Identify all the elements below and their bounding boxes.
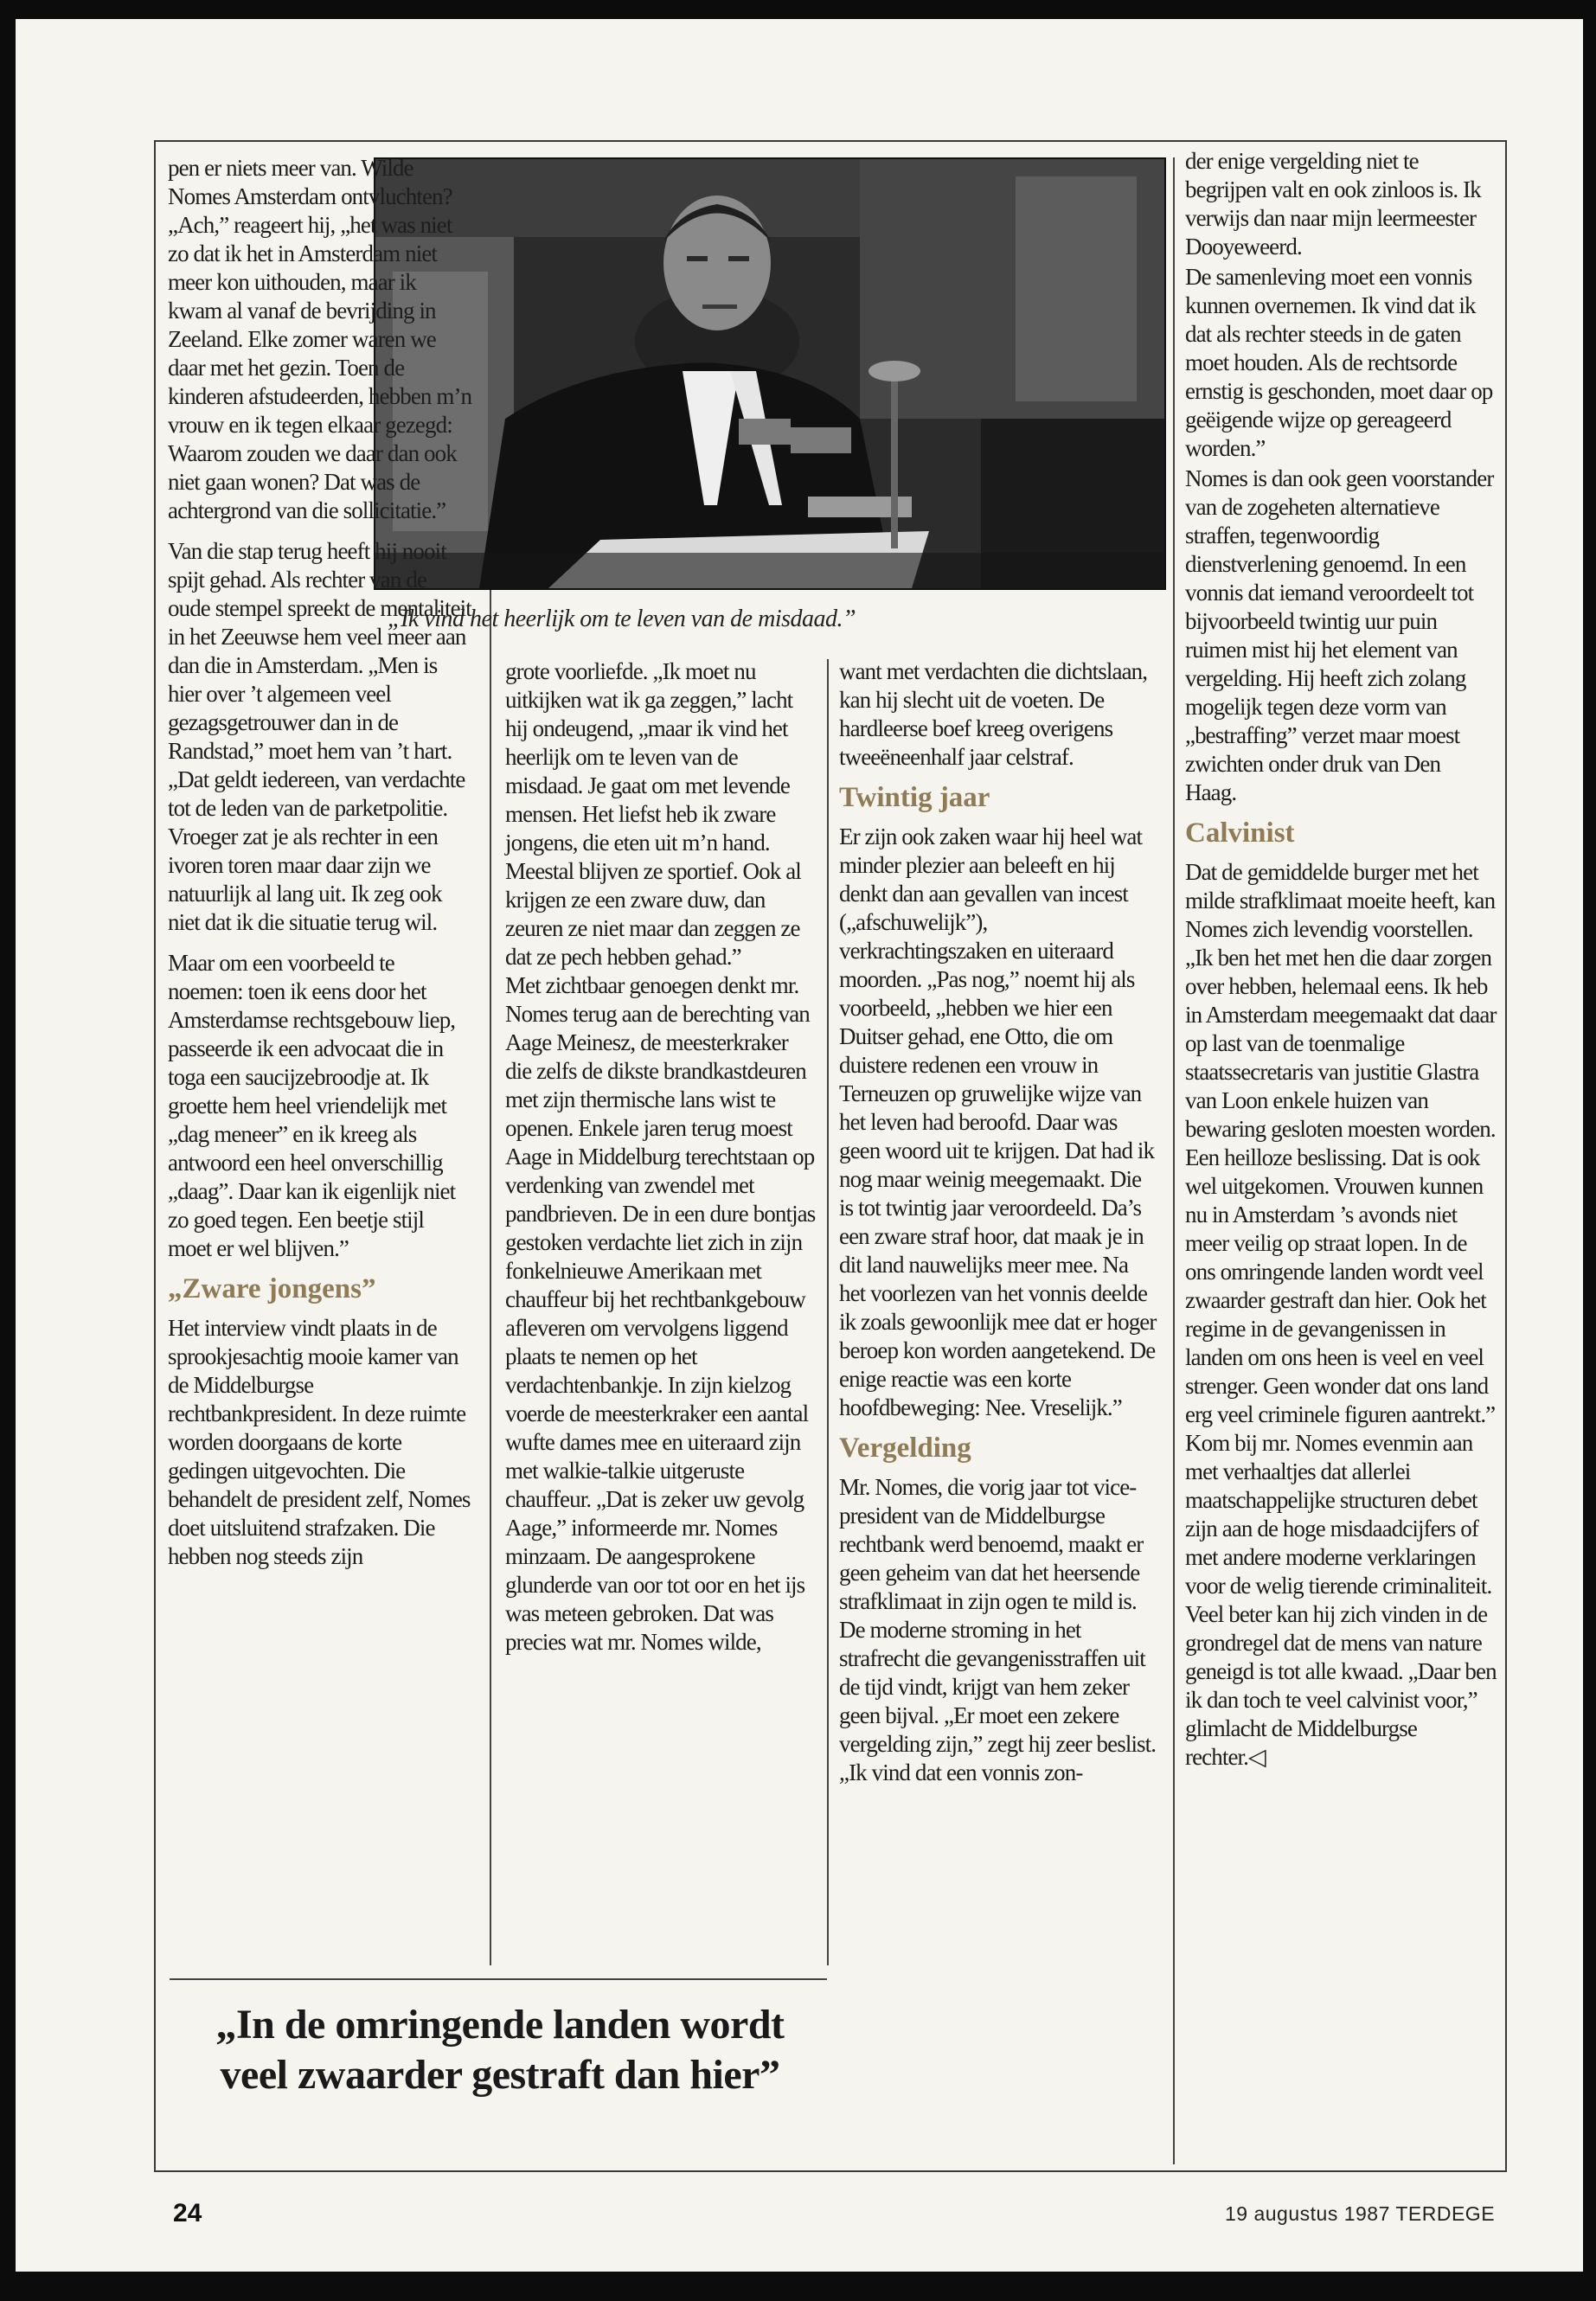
paragraph: Met zichtbaar genoegen denkt mr. Nomes terug aan de berechting van Aage Meinesz, de meesterkraker die zelfs de dikste brandkastdeuren met zijn thermische lans wist te openen. Enkele jaren terug moest Aage in Middelburg terechtstaan op verdenking van zwendel met pandbrieven. De in een dure bontjas gestoken verdachte liet zich in zijn fonkelnieuwe Amerikaan met chauffeur bij het rechtbankgebouw afleveren om vervolgens liggend plaats te nemen op het verdachtenbankje. In zijn kielzog voerde de meesterkraker een aantal wufte dames mee en uiteraard zijn met walkie-talkie uitgeruste chauffeur. „Dat is zeker uw gevolg Aage,” informeerde mr. Nomes minzaam. De aangesprokene glunderde van oor tot oor en het ijs was meteen gebroken. Dat was precies wat mr. Nomes wilde,: [505, 972, 816, 1655]
issue-footer: 19 augustus 1987 TERDEGE: [1225, 2202, 1496, 2225]
paragraph: Van die stap terug heeft hij nooit spijt gehad. Als rechter van de oude stempel spreekt de mentaliteit in het Zeeuwse hem veel meer aan dan die in Amsterdam. „Men is hier over ’t algemeen veel gezagsgetrouwer dan in de Randstad,” moet hem van ’t hart. „Dat geldt iedereen, van verdachte tot de leden van de parketpolitie. Vroeger zat je als rechter in een ivoren toren maar daar zijn we natuurlijk al lang uit. Ik zeg ook niet dat ik die situatie terug wil.: [168, 538, 471, 935]
paragraph: Kom bij mr. Nomes evenmin aan met verhaaltjes dat allerlei maatschappelijke structuren debet zijn aan de hoge misdaadcijfers of met andere moderne verklaringen voor de welig tierende criminaliteit. Veel beter kan hij zich vinden in de grondregel dat de mens van nature geneigd is tot alle kwaad. „Daar ben ik dan toch te veel calvinist voor,” glimlacht de Middelburgse rechter.◁: [1185, 1430, 1497, 1770]
paragraph: Het interview vindt plaats in de sprookjesachtig mooie kamer van de Middelburgse rechtbankpresident. In deze ruimte worden doorgaans de korte gedingen uitgevochten. Die behandelt de president zelf, Nomes doet uitsluitend strafzaken. Die hebben nog steeds zijn: [168, 1315, 471, 1569]
article-column-1: [168, 154, 472, 1583]
paragraph: der enige vergelding niet te begrijpen valt en ook zinloos is. Ik verwijs dan naar mijn leermeester Dooyeweerd.: [1185, 148, 1481, 260]
paragraph: Nomes is dan ook geen voorstander van de zogeheten alternatieve straffen, tegenwoordig dienstverlening genoemd. In een vonnis dat iemand veroordeelt tot bijvoorbeeld twintig uur puin ruimen mist hij het element van vergelding. Hij heeft zich zolang mogelijk tegen deze vorm van „bestraffing” verzet maar moest zwichten onder druk van Den Haag.: [1185, 465, 1494, 805]
article-column-4: [1185, 147, 1497, 1784]
paragraph: grote voorliefde. „Ik moet nu uitkijken wat ik ga zeggen,” lacht hij ondeugend, „maar ik vind het heerlijk om te leven van de misdaad. Je gaat om met levende mensen. Het liefst heb ik zware jongens, die eten uit m’n hand. Meestal blijven ze sportief. Ook al krijgen ze een zware duw, dan zeuren ze niet maar dan zeggen ze dat ze pech hebben gehad.”: [505, 658, 801, 970]
paragraph: Dat de gemiddelde burger met het milde strafklimaat moeite heeft, kan Nomes zich levendig voorstellen. „Ik ben het met hen die daar zorgen over hebben, helemaal eens. Ik heb in Amsterdam meegemaakt dat daar op last van de toenmalige staatssecretaris van justitie Glastra van Loon enkele huizen van bewaring gesloten moesten worden. Een heilloze beslissing. Dat is ook wel uitgekomen. Vrouwen kunnen nu in Amsterdam ’s avonds niet meer veilig op straat lopen. In de ons omringende landen wordt veel zwaarder gestraft dan hier. Ook het regime in de gevangenissen in landen om ons heen is veel en veel strenger. Geen wonder dat ons land erg veel criminele figuren aantrekt.”: [1185, 859, 1497, 1427]
paragraph: Maar om een voorbeeld te noemen: toen ik eens door het Amsterdamse rechtsgebouw liep, passeerde ik een advocaat die in toga een saucijzebroodje at. Ik groette hem heel vriendelijk met „dag meneer” en ik kreeg als antwoord een heel onverschillig „daag”. Daar kan ik eigenlijk niet zo goed tegen. Een beetje stijl moet er wel blijven.”: [168, 950, 456, 1261]
paragraph: want met verdachten die dichtslaan, kan hij slecht uit de voeten. De hardleerse boef kreeg overigens tweeëneenhalf jaar celstraf.: [839, 658, 1148, 770]
judge-photo: [374, 157, 1166, 590]
section-heading: „Zware jongens”: [168, 1273, 376, 1304]
section-heading: Vergelding: [839, 1433, 971, 1464]
section-heading: Twintig jaar: [839, 782, 990, 813]
paragraph: pen er niets meer van. Wilde Nomes Amsterdam ontvluchten? „Ach,” reageert hij, „het was niet zo dat ik het in Amsterdam niet meer kon uithouden, maar ik kwam al vanaf de bevrijding in Zeeland. Elke zomer waren we daar met het gezin. Toen de kinderen afstudeerden, hebben m’n vrouw en ik tegen elkaar gezegd: Waarom zouden we daar dan ook niet gaan wonen? Dat was de achtergrond van die sollicitatie.”: [168, 155, 472, 523]
photo-caption: „Ik vind het heerlijk om te leven van de misdaad.”: [388, 606, 856, 632]
magazine-page: [16, 19, 1583, 2272]
column-rule: [1173, 157, 1175, 2164]
article-column-3: [839, 657, 1159, 1799]
paragraph: De samenleving moet een vonnis kunnen overnemen. Ik vind dat ik dat als rechter steeds in de gaten moet houden. Als de rechtsorde ernstig is geschonden, moet daar op geëigende wijze op gereageerd worden.”: [1185, 264, 1493, 461]
column-rule: [827, 659, 829, 1965]
pullquote-rule: [170, 1978, 827, 1980]
article-column-2: [505, 657, 817, 1669]
page-number: 24: [173, 2199, 202, 2227]
section-heading: Calvinist: [1185, 817, 1295, 849]
paragraph: Er zijn ook zaken waar hij heel wat minder plezier aan beleeft en hij denkt dan aan gevallen van incest („afschuwelijk”), verkrachtingszaken en uiteraard moorden. „Pas nog,” noemt hij als voorbeeld, „hebben we hier een Duitser gehad, ene Otto, die om duistere redenen een vrouw in Terneuzen op gruwelijke wijze van het leven had beroofd. Daar was geen woord uit te krijgen. Dat had ik nog maar weinig meegemaakt. Die is tot twintig jaar veroordeeld. Da’s een zware straf hoor, dat maak je in dit land nauwelijks meer mee. Na het voorlezen van het vonnis deelde ik zoals gewoonlijk mee dat er hoger beroep kon worden aangetekend. De enige reactie was een korte hoofdbeweging: Nee. Vreselijk.”: [839, 824, 1157, 1420]
pull-quote: „In de omringende landen wordt veel zwaarder gestraft dan hier”: [215, 2002, 785, 2098]
paragraph: Mr. Nomes, die vorig jaar tot vice-president van de Middelburgse rechtbank werd benoemd, maakt er geen geheim van dat het heersende strafklimaat in zijn ogen te mild is. De moderne stroming in het strafrecht die gevangenisstraffen uit de tijd vindt, krijgt van hem zeker geen bijval. „Er moet een zekere vergelding zijn,” zegt hij zeer beslist. „Ik vind dat een vonnis zon-: [839, 1474, 1157, 1785]
